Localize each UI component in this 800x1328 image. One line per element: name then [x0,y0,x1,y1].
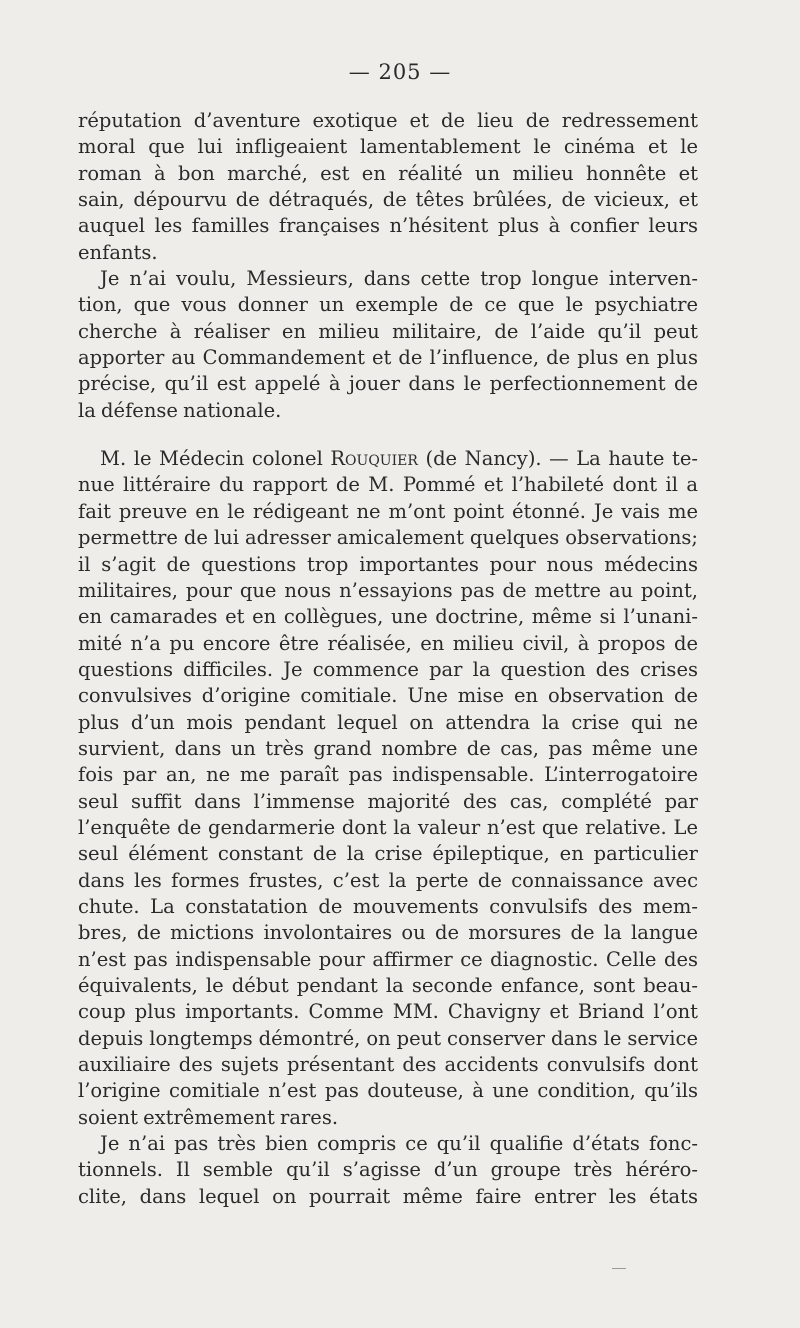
text-line: équivalents, le début pendant la seconde enfance, sont beau- [78,974,698,997]
paragraph [78,1131,698,1210]
speaker-title: M. le Médecin colonel [100,447,331,471]
text-line: depuis longtemps démontré, on peut conserver dans le service [78,1026,698,1050]
text-line: tion, que vous donner un exemple de ce que le psychiatre [78,293,698,317]
section-gap [78,424,698,446]
text-line: sain, dépourvu de détraqués, de têtes brûlées, de vicieux, et [78,188,698,212]
speaker-line [78,446,698,472]
text-line: clite, dans lequel on pourrait même faire entrer les états [78,1184,698,1208]
text-line: dans les formes frustes, c’est la perte de connaissance avec [78,868,698,892]
text-line: survient, dans un très grand nombre de cas, pas même une [78,736,698,760]
text-line: cherche à réaliser en milieu militaire, de l’aide qu’il peut [78,319,698,343]
text-line: il s’agit de questions trop importantes pour nous médecins [78,552,698,576]
text-line: Je n’ai voulu, Messieurs, dans cette trop longue interven- [100,267,698,291]
text-line: soient extrêmement rares. [78,1105,339,1129]
text-line: questions difficiles. Je commence par la question des crises [78,657,698,681]
text-line: convulsives d’origine comitiale. Une mise en observation de [78,684,698,708]
text-line: précise, qu’il est appelé à jouer dans le perfectionnement de [78,372,698,396]
text-line: en camarades et en collègues, une doctrine, même si l’unani- [78,605,698,629]
text-line: permettre de lui adresser amicalement quelques observations; [78,526,698,550]
text-line: apporter au Commandement et de l’influence, de plus en plus [78,346,698,370]
text-line: l’origine comitiale n’est pas douteuse, à une condition, qu’ils [78,1079,698,1103]
text-line: n’est pas indispensable pour affirmer ce diagnostic. Celle des [78,947,698,971]
text-line: auxiliaire des sujets présentant des accidents convulsifs dont [78,1053,698,1077]
text-line: militaires, pour que nous n’essayions pas de mettre au point, [78,578,698,602]
text-line: enfants. [78,240,158,264]
text-line: fait preuve en le rédigeant ne m’ont point étonné. Je vais me [78,499,698,523]
text-line: nue littéraire du rapport de M. Pommé et l’habileté dont il a [78,473,698,497]
text-line: auquel les familles françaises n’hésitent plus à confier leurs [78,214,698,238]
text-line: tionnels. Il semble qu’il s’agisse d’un groupe très héréro- [78,1158,698,1182]
text-line: bres, de mictions involontaires ou de morsures de la langue [78,921,698,945]
body-text [78,108,698,1210]
text-line: plus d’un mois pendant lequel on attendra la crise qui ne [78,710,698,734]
text-line: réputation d’aventure exotique et de lieu de redressement [78,109,698,132]
text-line: coup plus importants. Comme MM. Chavigny et Briand l’ont [78,1000,698,1024]
text-line: roman à bon marché, est en réalité un milieu honnête et [78,161,698,185]
text-line: Je n’ai pas très bien compris ce qu’il qualifie d’états fonc- [100,1132,698,1156]
paragraph [78,266,698,424]
speaker-name: Rouquier [330,447,418,471]
text-line: fois par an, ne me paraît pas indispensable. L’interrogatoire [78,763,698,787]
text-line: l’enquête de gendarmerie dont la valeur n’est que relative. Le [78,815,698,839]
text-line: chute. La constatation de mouvements convulsifs des mem- [78,894,698,918]
text-line: seul suffit dans l’immense majorité des cas, complété par [78,789,698,813]
text-line: la défense nationale. [78,398,282,422]
text-line: mité n’a pu encore être réalisée, en milieu civil, à propos de [78,631,698,655]
margin-mark [612,1268,626,1269]
text-line: seul élément constant de la crise épileptique, en particulier [78,842,698,866]
speaker-text: (de Nancy). — La haute te- [417,447,698,471]
paragraph [78,108,698,266]
paragraph [78,446,698,1131]
text-line: moral que lui infligeaient lamentablement le cinéma et le [78,135,698,159]
page-number: — 205 — [348,60,452,84]
